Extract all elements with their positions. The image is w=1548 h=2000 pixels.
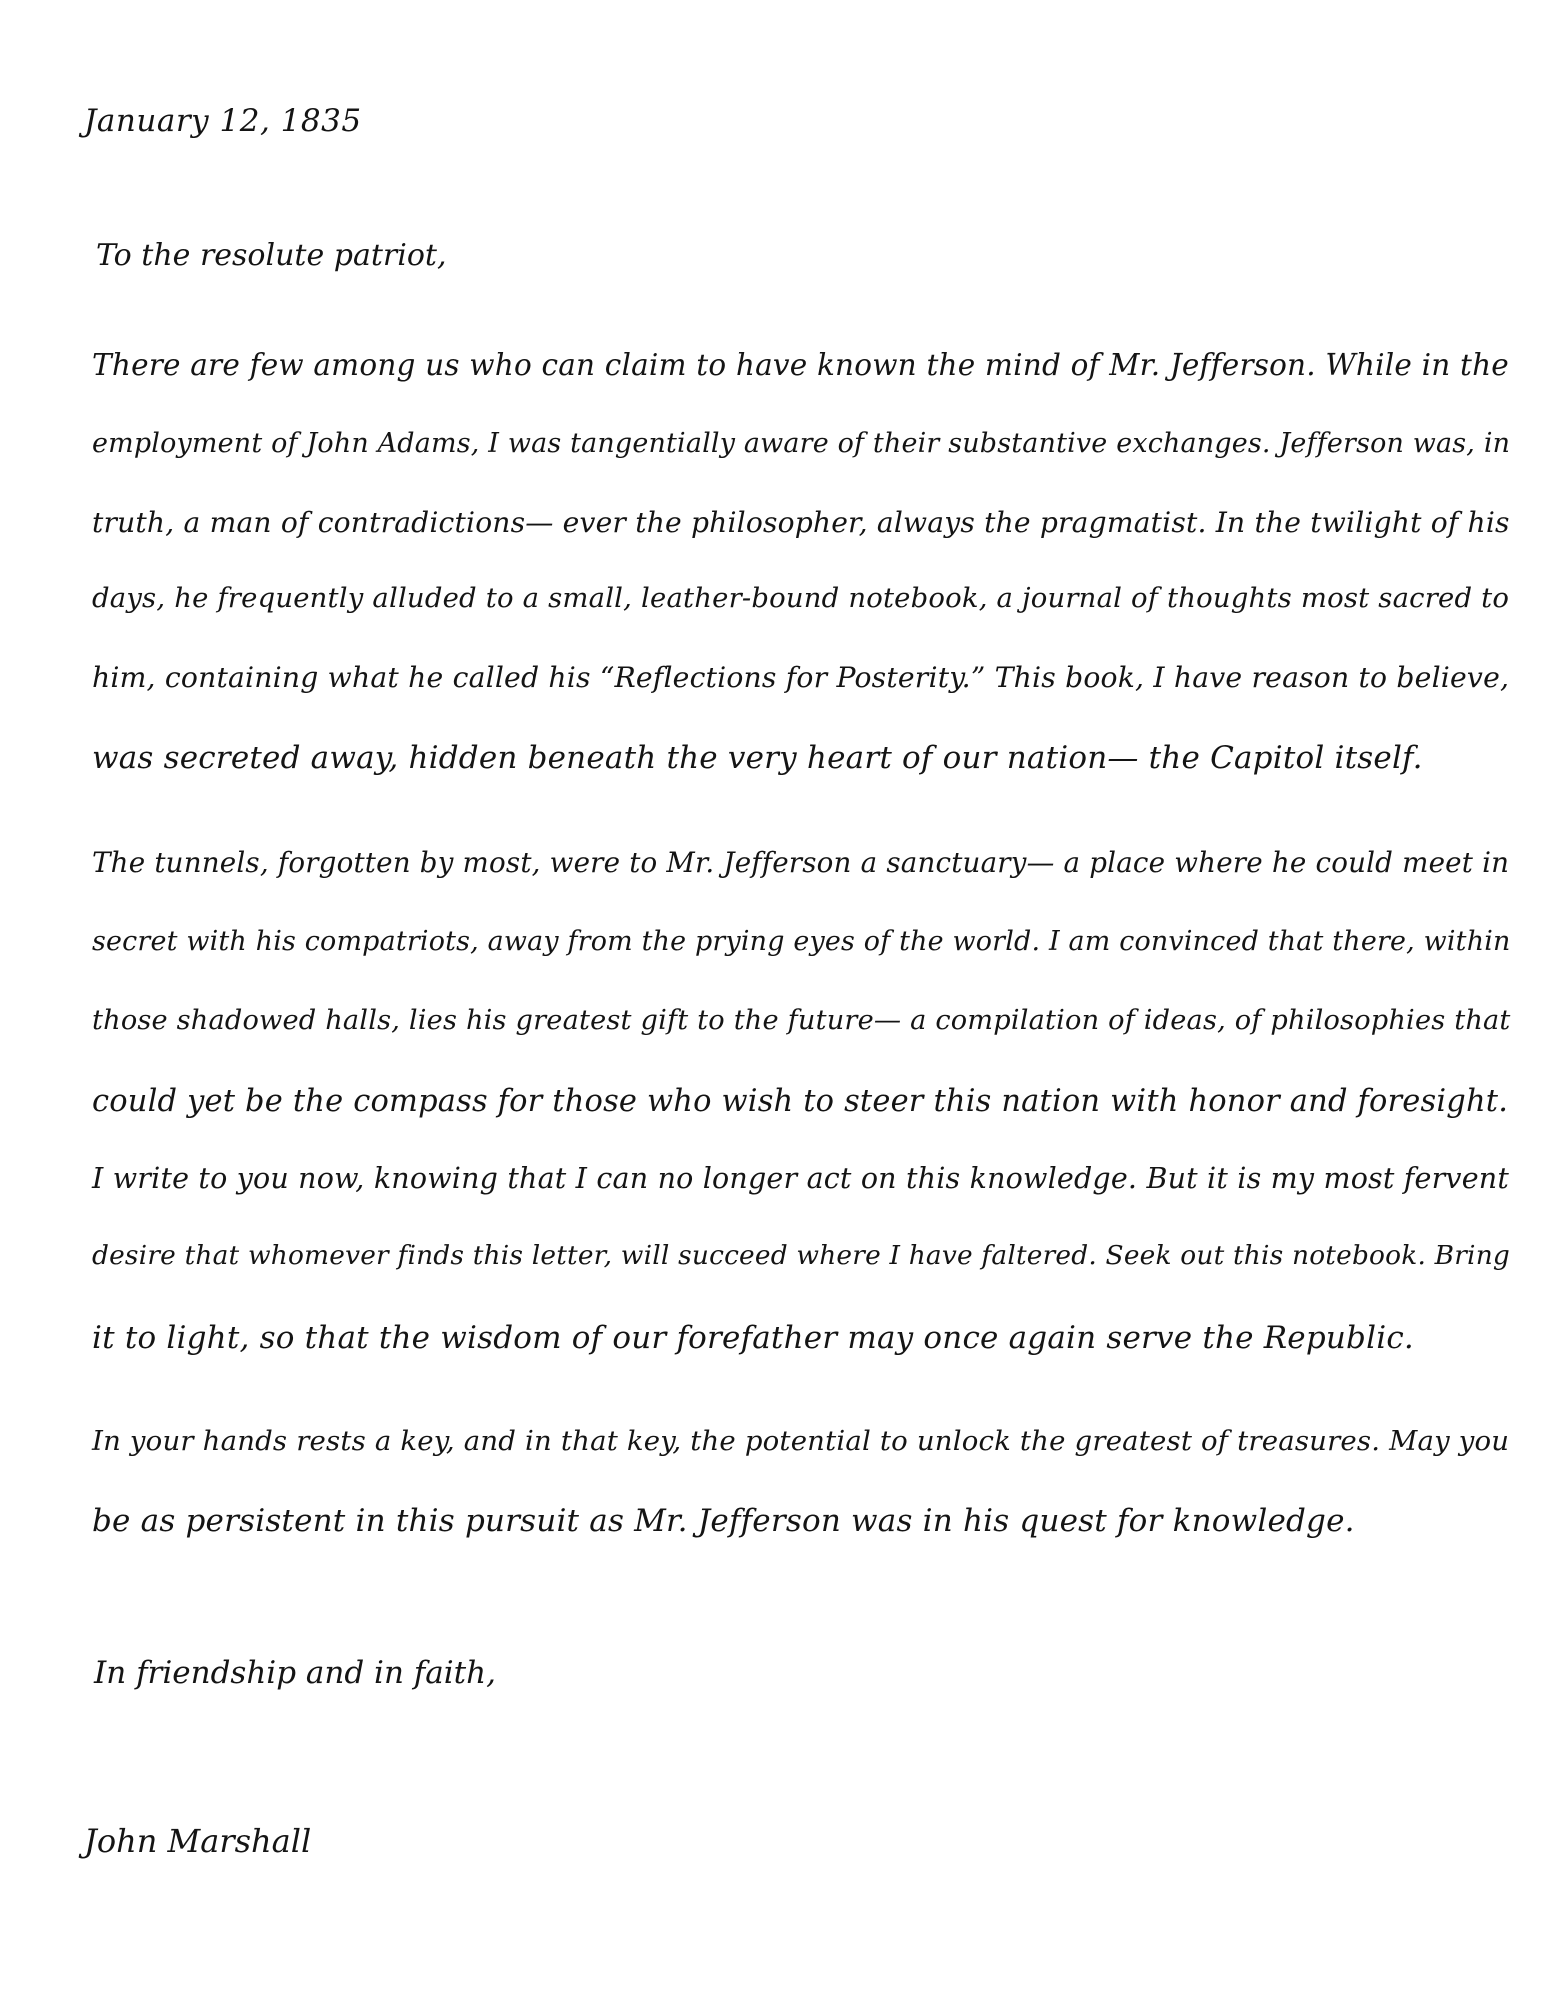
body-line: those shadowed halls, lies his greatest gift to the future— a compilation of ideas, of philosophies that	[92, 1005, 1511, 1036]
body-line: it to light, so that the wisdom of our forefather may once again serve the Republic.	[92, 1320, 1414, 1356]
letter-date: January 12, 1835	[84, 103, 362, 139]
body-line: I write to you now, knowing that I can no longer act on this knowledge. But it is my most fervent	[92, 1162, 1509, 1195]
letter-closing: In friendship and in faith,	[94, 1655, 496, 1691]
body-line: employment of John Adams, I was tangentially aware of their substantive exchanges. Jefferson was, in	[92, 428, 1511, 459]
body-line: was secreted away, hidden beneath the very heart of our nation— the Capitol itself.	[92, 740, 1423, 776]
body-line: days, he frequently alluded to a small, leather-bound notebook, a journal of thoughts most sacred to	[92, 583, 1510, 614]
body-line: The tunnels, forgotten by most, were to Mr. Jefferson a sanctuary— a place where he could meet in	[92, 846, 1510, 879]
body-line: truth, a man of contradictions— ever the philosopher, always the pragmatist. In the twilight of his	[92, 506, 1510, 539]
body-line: desire that whomever finds this letter, will succeed where I have faltered. Seek out this notebook. Bring	[92, 1240, 1511, 1271]
body-line: There are few among us who can claim to have known the mind of Mr. Jefferson. While in the	[92, 348, 1509, 382]
body-line: secret with his compatriots, away from the prying eyes of the world. I am convinced that there, within	[92, 926, 1511, 957]
body-line: could yet be the compass for those who wish to steer this nation with honor and foresight.	[92, 1084, 1509, 1119]
body-line: In your hands rests a key, and in that key, the potential to unlock the greatest of treasures. May you	[92, 1425, 1510, 1457]
body-line: be as persistent in this pursuit as Mr. Jefferson was in his quest for knowledge.	[92, 1503, 1355, 1539]
letter-salutation: To the resolute patriot,	[96, 238, 447, 273]
body-line: him, containing what he called his “Reflections for Posterity.” This book, I have reason to believe,	[92, 661, 1510, 694]
letter-signature: John Marshall	[84, 1822, 312, 1860]
